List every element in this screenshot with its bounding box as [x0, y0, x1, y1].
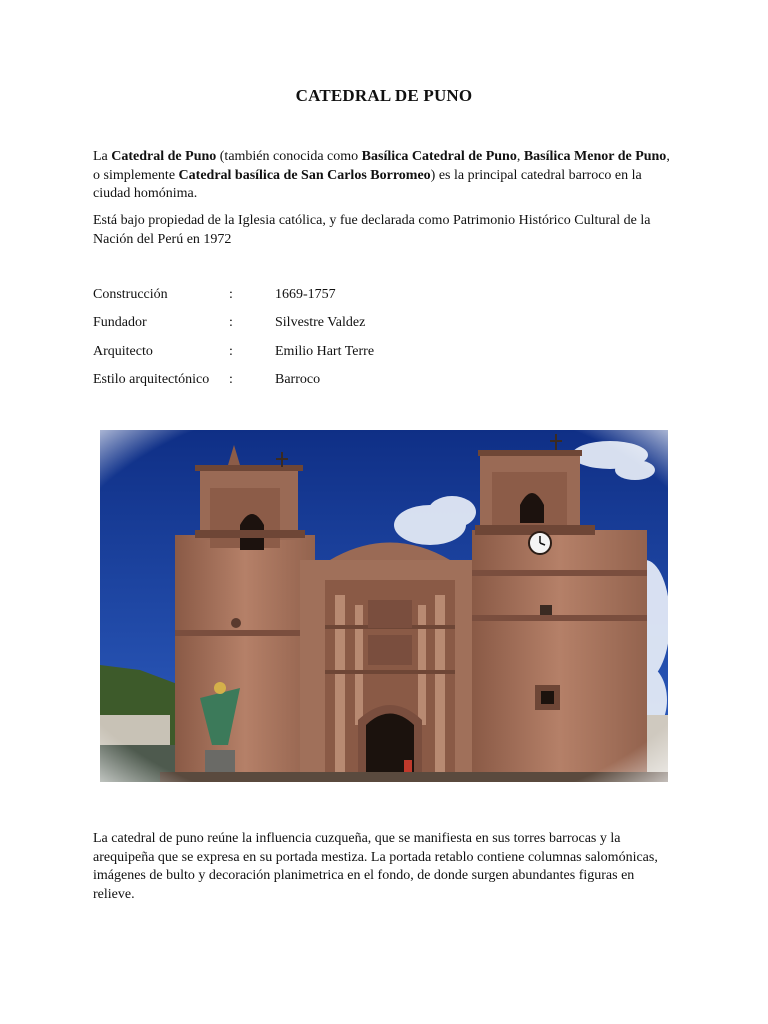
fact-label: Construcción [93, 287, 168, 302]
heritage-paragraph: Está bajo propiedad de la Iglesia católica, y fue declarada como Patrimonio Histórico Cultural de la Nación del Perú en 1972 [93, 213, 651, 247]
intro-text-run: La [93, 149, 112, 164]
cathedral-illustration [100, 430, 668, 782]
intro-bold-run: Catedral basílica de San Carlos Borromeo [178, 167, 431, 183]
fact-value: Barroco [275, 371, 321, 387]
intro-bold-run: Catedral de Puno [111, 149, 217, 164]
fact-row-estilo [93, 371, 593, 399]
fact-separator: : [229, 287, 233, 302]
fact-row-construccion [93, 286, 593, 314]
intro-text-run: , [516, 149, 524, 164]
fact-label: Fundador [93, 315, 147, 331]
fact-value: 1669-1757 [275, 287, 336, 302]
intro-text-run: (también conocida como [216, 149, 362, 164]
intro-bold-run: Basílica Catedral de Puno [361, 149, 517, 164]
intro-bold-run: Basílica Menor de Puno [523, 149, 667, 164]
document-title: CATEDRAL DE PUNO [295, 86, 473, 105]
facts-table [93, 286, 593, 399]
fact-label: Arquitecto [93, 343, 153, 359]
intro-text-run: , o simplemente [93, 149, 670, 183]
cathedral-photo [100, 430, 668, 782]
fact-separator: : [229, 343, 233, 359]
fact-row-fundador [93, 314, 593, 342]
fact-separator: : [229, 315, 233, 331]
photo-vignette [100, 430, 668, 782]
closing-paragraph: La catedral de puno reúne la influencia cuzqueña, que se manifiesta en sus torres barrocas y la arequipeña que se expresa en su portada mestiza. La portada retablo contiene columnas salomónicas, imágenes de bulto y decoración planimetrica en el fondo, de donde surgen abundantes figuras en relieve. [93, 831, 658, 902]
fact-row-arquitecto [93, 343, 593, 371]
fact-value: Silvestre Valdez [275, 315, 366, 331]
intro-text-run: ) es la principal catedral barroco en la ciudad homónima. [93, 167, 642, 201]
fact-separator: : [229, 371, 233, 387]
fact-label: Estilo arquitectónico [93, 371, 210, 387]
intro-paragraph [93, 148, 678, 204]
fact-value: Emilio Hart Terre [275, 343, 375, 359]
